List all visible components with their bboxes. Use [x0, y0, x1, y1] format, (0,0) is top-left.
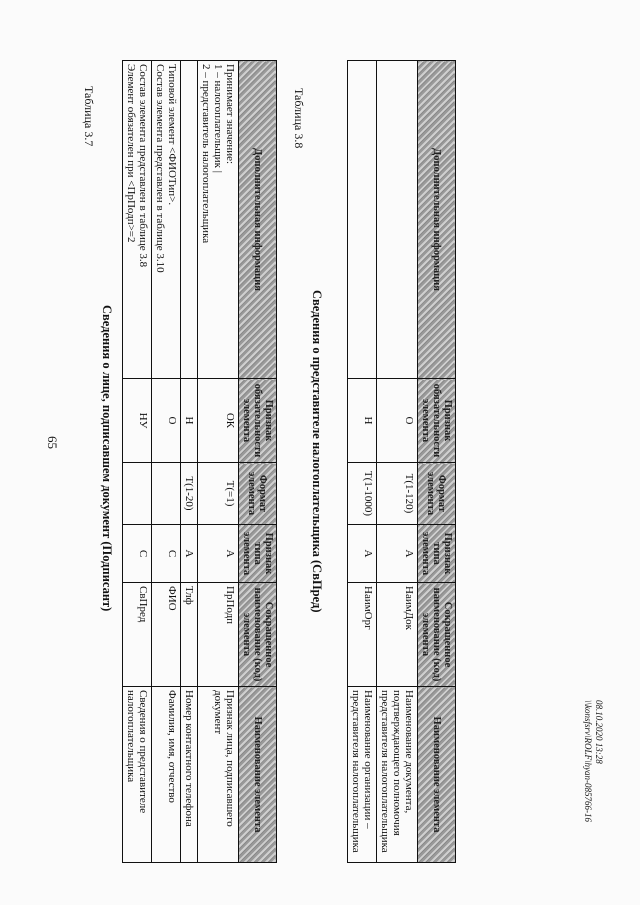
cell-type-flag: А	[181, 525, 198, 583]
footer-path: \\konsfsrv\ROLF\hyan-085766-16	[583, 700, 593, 822]
cell-type-flag: А	[198, 525, 239, 583]
cell-code: ФИО	[152, 583, 181, 687]
table-3-8-caption: Таблица 3.8	[292, 88, 306, 149]
page-number: 65	[45, 436, 60, 449]
table-row	[348, 61, 377, 863]
cell-type-flag: С	[123, 525, 152, 583]
cell-element-name: Номер контактного телефона	[181, 687, 198, 863]
cell-additional-info	[377, 61, 418, 379]
cell-required-flag: НУ	[123, 379, 152, 463]
table-row	[152, 61, 181, 863]
table-3-7-caption: Таблица 3.7	[82, 86, 96, 147]
cell-element-name: Признак лица, подписавшего документ	[198, 687, 239, 863]
cell-code: НаимДок	[377, 583, 418, 687]
col-header-additional-info: Дополнительная информация	[418, 61, 456, 379]
cell-additional-info: Принимает значение: 1 – налогоплательщик | 2 – представитель налогоплательщика	[198, 61, 239, 379]
cell-required-flag: ОК	[198, 379, 239, 463]
table-3-7-body	[122, 60, 277, 863]
col-header-required-flag: Признак обязательности элемента	[418, 379, 456, 463]
col-header-element-name: Наименование элемента	[418, 687, 456, 863]
table-row	[198, 61, 239, 863]
table-3-7-body-wrapper	[122, 60, 277, 863]
cell-code: НаимОрг	[348, 583, 377, 687]
col-header-additional-info: Дополнительная информация	[239, 61, 277, 379]
cell-required-flag: О	[377, 379, 418, 463]
cell-element-name: Наименование организации – представителя налогоплательщика	[348, 687, 377, 863]
col-header-code: Сокращенное наименование (код) элемента	[418, 583, 456, 687]
cell-element-name: Сведения о представителе налогоплательщика	[123, 687, 152, 863]
cell-format	[123, 463, 152, 525]
cell-required-flag: Н	[348, 379, 377, 463]
table-row	[123, 61, 152, 863]
table-header-row	[418, 61, 456, 863]
col-header-format: Формат элемента	[418, 463, 456, 525]
table-header-row	[239, 61, 277, 863]
col-header-type-flag: Признак типа элемента	[239, 525, 277, 583]
cell-element-name: Фамилия, имя, отчество	[152, 687, 181, 863]
cell-element-name: Наименование документа, подтверждающего полномочия представителя налогоплательщика	[377, 687, 418, 863]
table-3-7-title: Сведения о лице, подписавшем документ (Подписант)	[100, 305, 114, 612]
cell-additional-info	[181, 61, 198, 379]
table-3-8	[347, 60, 456, 863]
col-header-required-flag: Признак обязательности элемента	[239, 379, 277, 463]
cell-required-flag: О	[152, 379, 181, 463]
cell-additional-info	[348, 61, 377, 379]
cell-format: Т(1-120)	[377, 463, 418, 525]
cell-code: СвПред	[123, 583, 152, 687]
cell-code: Тлф	[181, 583, 198, 687]
footer-datetime: 08.10.2020 13:28	[594, 700, 604, 764]
cell-format: Т(1-20)	[181, 463, 198, 525]
cell-code: ПрПодп	[198, 583, 239, 687]
table-row	[181, 61, 198, 863]
cell-type-flag: А	[377, 525, 418, 583]
cell-type-flag: А	[348, 525, 377, 583]
cell-additional-info: Типовой элемент <ФИОТип>. Состав элемента представлен в таблице 3.10	[152, 61, 181, 379]
cell-required-flag: Н	[181, 379, 198, 463]
col-header-type-flag: Признак типа элемента	[418, 525, 456, 583]
cell-format: Т(1-1000)	[348, 463, 377, 525]
table-3-8-body-wrapper	[347, 60, 456, 863]
col-header-code: Сокращенное наименование (код) элемента	[239, 583, 277, 687]
table-3-8-title: Сведения о представителе налогоплательщика (СвПред)	[310, 290, 324, 613]
cell-additional-info: Состав элемента представлен в таблице 3.8 Элемент обязателен при <ПрПодп>=2	[123, 61, 152, 379]
cell-format	[152, 463, 181, 525]
footer-stamp	[582, 700, 604, 822]
table-row	[377, 61, 418, 863]
cell-format: Т(=1)	[198, 463, 239, 525]
cell-type-flag: С	[152, 525, 181, 583]
col-header-format: Формат элемента	[239, 463, 277, 525]
col-header-element-name: Наименование элемента	[239, 687, 277, 863]
